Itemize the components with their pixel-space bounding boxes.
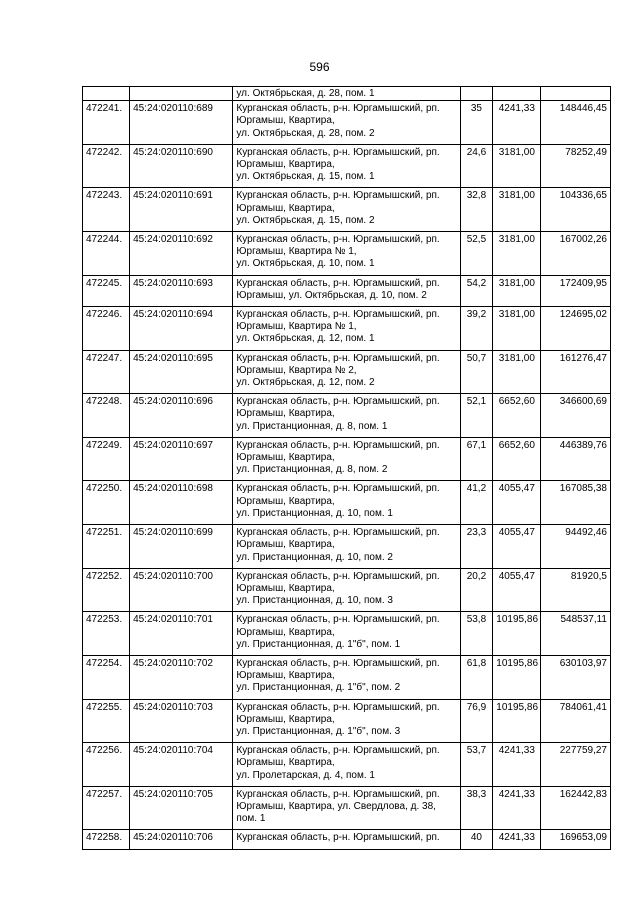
cell-number: 472257. — [83, 786, 130, 830]
address-line: ул. Октябрьская, д. 28, пом. 2 — [236, 127, 375, 139]
address-line: ул. Пристанционная, д. 8, пом. 2 — [236, 464, 388, 476]
cell-number: 472241. — [83, 101, 130, 145]
cell-number: 472252. — [83, 568, 130, 612]
cell-cost: 148446,45 — [541, 101, 611, 145]
cell-address — [233, 699, 460, 743]
address-line: ул. Пристанционная, д. 1"б", пом. 3 — [236, 725, 401, 737]
address-line: Курганская область, р-н. Юргамышский, рп. — [236, 146, 440, 158]
cell-area: 54,2 — [460, 275, 493, 306]
table-row — [83, 101, 611, 145]
cell-price: 4241,33 — [493, 830, 541, 849]
cell-area: 40 — [460, 830, 493, 849]
cell-cadastral: 45:24:020110:705 — [130, 786, 233, 830]
cell-cadastral: 45:24:020110:694 — [130, 307, 233, 351]
cell-area: 53,8 — [460, 612, 493, 656]
address-line: Юргамыш, Квартира, — [236, 539, 335, 551]
cell-area: 32,8 — [460, 188, 493, 232]
table-row — [83, 307, 611, 351]
table-row — [83, 350, 611, 394]
cell-cost: 784061,41 — [541, 699, 611, 743]
address-line: ул. Пристанционная, д. 10, пом. 1 — [236, 507, 393, 519]
address-line: Курганская область, р-н. Юргамышский, рп. — [236, 832, 440, 844]
cell-area: 24,6 — [460, 144, 493, 188]
cell-area: 39,2 — [460, 307, 493, 351]
cell-price: 4241,33 — [493, 743, 541, 787]
cell-area: 52,1 — [460, 394, 493, 438]
address-line: Курганская область, р-н. Юргамышский, рп. — [236, 701, 440, 713]
cell-price: 10195,86 — [493, 699, 541, 743]
cell-price: 3181,00 — [493, 350, 541, 394]
cell-number: 472254. — [83, 655, 130, 699]
cell-address — [233, 307, 460, 351]
cell-address: ул. Октябрьская, д. 28, пом. 1 — [233, 87, 460, 101]
address-line: Юргамыш, Квартира, — [236, 452, 335, 464]
address-line: Курганская область, р-н. Юргамышский, рп. — [236, 657, 440, 669]
address-line: Курганская область, р-н. Юргамышский, рп. — [236, 614, 440, 626]
cell-cost: 161276,47 — [541, 350, 611, 394]
cell-number: 472251. — [83, 525, 130, 569]
address-line: Курганская область, р-н. Юргамышский, рп. — [236, 277, 440, 289]
cell-number: 472258. — [83, 830, 130, 849]
address-line: Курганская область, р-н. Юргамышский, рп. — [236, 570, 440, 582]
address-line: Курганская область, р-н. Юргамышский, рп. — [236, 483, 440, 495]
table-row — [83, 525, 611, 569]
cell-price: 6652,60 — [493, 394, 541, 438]
cell-area: 76,9 — [460, 699, 493, 743]
table-row — [83, 275, 611, 306]
cell-address — [233, 437, 460, 481]
cell-cost: 162442,83 — [541, 786, 611, 830]
cell-cadastral: 45:24:020110:695 — [130, 350, 233, 394]
cell-cost: 94492,46 — [541, 525, 611, 569]
cell-number: 472249. — [83, 437, 130, 481]
cell-cost: 169653,09 — [541, 830, 611, 849]
cell-cost: 104336,65 — [541, 188, 611, 232]
address-line: пом. 1 — [236, 813, 266, 825]
cell-cadastral: 45:24:020110:692 — [130, 232, 233, 276]
cell-cadastral: 45:24:020110:698 — [130, 481, 233, 525]
address-line: ул. Октябрьская, д. 12, пом. 2 — [236, 377, 375, 389]
cell-price: 4055,47 — [493, 481, 541, 525]
address-line: ул. Пролетарская, д. 4, пом. 1 — [236, 769, 375, 781]
cell-address — [233, 350, 460, 394]
cell-address — [233, 655, 460, 699]
cell-number: 472250. — [83, 481, 130, 525]
cell-price: 4241,33 — [493, 786, 541, 830]
address-line: Юргамыш, Квартира, — [236, 408, 335, 420]
table-row — [83, 612, 611, 656]
cell-cost: 167002,26 — [541, 232, 611, 276]
address-line: ул. Октябрьская, д. 15, пом. 1 — [236, 171, 375, 183]
cell-cadastral: 45:24:020110:693 — [130, 275, 233, 306]
address-line: Курганская область, р-н. Юргамышский, рп. — [236, 309, 440, 321]
cell-price: 4055,47 — [493, 568, 541, 612]
table-row — [83, 786, 611, 830]
address-line: Юргамыш, Квартира, — [236, 159, 335, 171]
cell-area: 38,3 — [460, 786, 493, 830]
cell-address — [233, 394, 460, 438]
address-line: ул. Октябрьская, д. 12, пом. 1 — [236, 333, 375, 345]
cell-area: 23,3 — [460, 525, 493, 569]
cell-area: 20,2 — [460, 568, 493, 612]
cell-number: 472256. — [83, 743, 130, 787]
cell-number: 472243. — [83, 188, 130, 232]
address-line: Курганская область, р-н. Юргамышский, рп. — [236, 352, 440, 364]
table-row-continuation — [83, 87, 611, 101]
table-row — [83, 394, 611, 438]
address-line: Курганская область, р-н. Юргамышский, рп. — [236, 190, 440, 202]
address-line: Курганская область, р-н. Юргамышский, рп. — [236, 396, 440, 408]
cell-area: 67,1 — [460, 437, 493, 481]
address-line: Юргамыш, Квартира, — [236, 713, 335, 725]
cell-cadastral: 45:24:020110:701 — [130, 612, 233, 656]
cell-number: 472242. — [83, 144, 130, 188]
cell-price: 3181,00 — [493, 275, 541, 306]
cell-price: 3181,00 — [493, 232, 541, 276]
address-line: Юргамыш, Квартира, — [236, 202, 335, 214]
cell-number: 472246. — [83, 307, 130, 351]
cell-address — [233, 612, 460, 656]
cell-price: 3181,00 — [493, 144, 541, 188]
address-line: Юргамыш, Квартира, — [236, 495, 335, 507]
cell-price: 3181,00 — [493, 188, 541, 232]
cell-price: 4241,33 — [493, 101, 541, 145]
cell-area: 61,8 — [460, 655, 493, 699]
cell-cost: 227759,27 — [541, 743, 611, 787]
address-line: Курганская область, р-н. Юргамышский, рп. — [236, 439, 440, 451]
address-line: Юргамыш, Квартира, — [236, 757, 335, 769]
address-line: Юргамыш, Квартира № 1, — [236, 246, 357, 258]
address-line: ул. Октябрьская, д. 10, пом. 1 — [236, 258, 375, 270]
table-row — [83, 568, 611, 612]
registry-table-body — [83, 87, 611, 850]
cell-price: 3181,00 — [493, 307, 541, 351]
table-row — [83, 655, 611, 699]
page-number: 596 — [309, 60, 330, 74]
address-line: Юргамыш, Квартира, — [236, 582, 335, 594]
cell-cost: 167085,38 — [541, 481, 611, 525]
cell-number: 472247. — [83, 350, 130, 394]
cell-address — [233, 275, 460, 306]
cell-cadastral: 45:24:020110:696 — [130, 394, 233, 438]
cell-cost: 630103,97 — [541, 655, 611, 699]
cell-cost — [541, 87, 611, 101]
cell-address — [233, 525, 460, 569]
address-line: ул. Пристанционная, д. 1"б", пом. 1 — [236, 638, 401, 650]
cell-cost: 172409,95 — [541, 275, 611, 306]
cell-price: 10195,86 — [493, 612, 541, 656]
address-line: Юргамыш, Квартира № 1, — [236, 321, 357, 333]
cell-address — [233, 481, 460, 525]
address-line: Юргамыш, Квартира, — [236, 115, 335, 127]
cell-number: 472255. — [83, 699, 130, 743]
registry-table — [82, 86, 611, 850]
cell-area: 53,7 — [460, 743, 493, 787]
table-row — [83, 481, 611, 525]
cell-cadastral: 45:24:020110:690 — [130, 144, 233, 188]
cell-address — [233, 830, 460, 849]
table-row — [83, 743, 611, 787]
cell-area: 50,7 — [460, 350, 493, 394]
cell-price: 6652,60 — [493, 437, 541, 481]
address-line: ул. Пристанционная, д. 1"б", пом. 2 — [236, 682, 401, 694]
table-row — [83, 188, 611, 232]
address-line: Курганская область, р-н. Юргамышский, рп. — [236, 234, 440, 246]
address-line: ул. Пристанционная, д. 10, пом. 3 — [236, 595, 393, 607]
cell-address — [233, 232, 460, 276]
cell-cost: 346600,69 — [541, 394, 611, 438]
cell-cost: 81920,5 — [541, 568, 611, 612]
cell-cadastral — [130, 87, 233, 101]
address-line: ул. Октябрьская, д. 15, пом. 2 — [236, 214, 375, 226]
address-line: ул. Пристанционная, д. 10, пом. 2 — [236, 551, 393, 563]
address-line: Юргамыш, ул. Октябрьская, д. 10, пом. 2 — [236, 289, 427, 301]
cell-price — [493, 87, 541, 101]
table-row — [83, 437, 611, 481]
cell-number: 472248. — [83, 394, 130, 438]
cell-cost: 78252,49 — [541, 144, 611, 188]
cell-area — [460, 87, 493, 101]
address-line: Юргамыш, Квартира, — [236, 626, 335, 638]
cell-price: 4055,47 — [493, 525, 541, 569]
cell-cadastral: 45:24:020110:706 — [130, 830, 233, 849]
cell-price: 10195,86 — [493, 655, 541, 699]
cell-area: 41,2 — [460, 481, 493, 525]
cell-cadastral: 45:24:020110:704 — [130, 743, 233, 787]
address-line: ул. Пристанционная, д. 8, пом. 1 — [236, 420, 388, 432]
cell-address — [233, 188, 460, 232]
cell-cadastral: 45:24:020110:702 — [130, 655, 233, 699]
table-row — [83, 144, 611, 188]
cell-address — [233, 568, 460, 612]
cell-number: 472245. — [83, 275, 130, 306]
cell-area: 35 — [460, 101, 493, 145]
cell-address — [233, 786, 460, 830]
cell-address — [233, 743, 460, 787]
cell-cost: 124695,02 — [541, 307, 611, 351]
table-row — [83, 232, 611, 276]
cell-cadastral: 45:24:020110:699 — [130, 525, 233, 569]
cell-number: 472244. — [83, 232, 130, 276]
cell-area: 52,5 — [460, 232, 493, 276]
address-line: Курганская область, р-н. Юргамышский, рп. — [236, 745, 440, 757]
cell-cadastral: 45:24:020110:691 — [130, 188, 233, 232]
address-line: Юргамыш, Квартира № 2, — [236, 364, 357, 376]
cell-cadastral: 45:24:020110:697 — [130, 437, 233, 481]
address-line: Курганская область, р-н. Юргамышский, рп. — [236, 527, 440, 539]
address-line: Юргамыш, Квартира, — [236, 670, 335, 682]
address-line: Курганская область, р-н. Юргамышский, рп. — [236, 103, 440, 115]
cell-address — [233, 144, 460, 188]
cell-number: 472253. — [83, 612, 130, 656]
address-line: Курганская область, р-н. Юргамышский, рп. — [236, 788, 440, 800]
cell-number — [83, 87, 130, 101]
cell-cadastral: 45:24:020110:703 — [130, 699, 233, 743]
cell-cost: 548537,11 — [541, 612, 611, 656]
cell-address — [233, 101, 460, 145]
cell-cadastral: 45:24:020110:700 — [130, 568, 233, 612]
table-row — [83, 830, 611, 849]
table-row — [83, 699, 611, 743]
cell-cadastral: 45:24:020110:689 — [130, 101, 233, 145]
address-line: Юргамыш, Квартира, ул. Свердлова, д. 38, — [236, 800, 436, 812]
cell-cost: 446389,76 — [541, 437, 611, 481]
